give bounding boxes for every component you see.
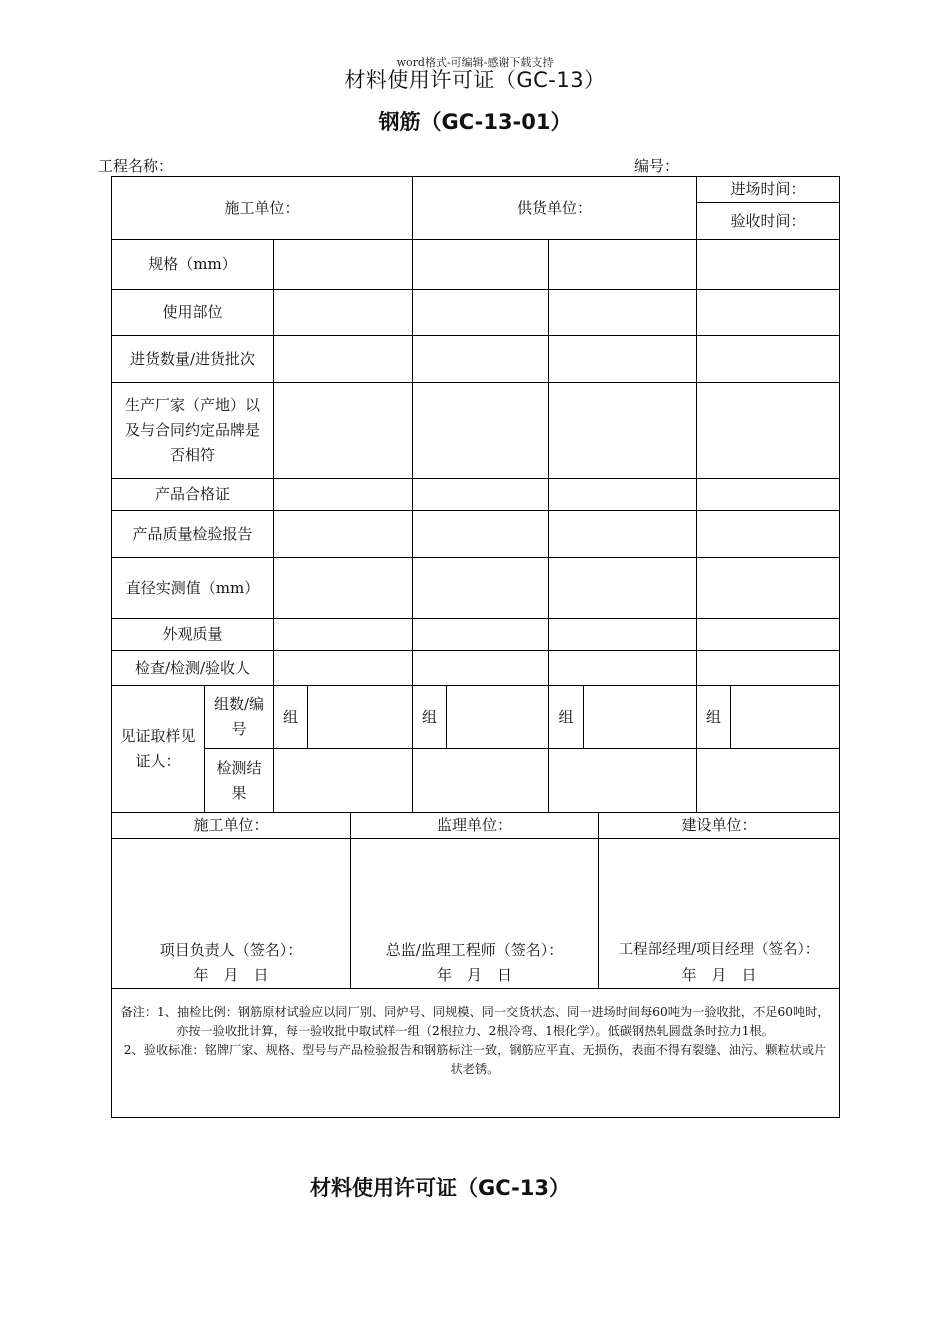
sign-construction-date: 年 月 日: [193, 966, 269, 984]
row-label-usage-location: 使用部位: [162, 303, 223, 321]
footer-title: 材料使用许可证（GC-13）: [309, 1176, 571, 1200]
remarks: [118, 1003, 832, 1079]
sign-owner-date: 年 月 日: [681, 966, 757, 984]
project-name-label: 工程名称：: [98, 157, 174, 175]
row-label-manufacturer: 生产厂家（产地）以及与合同约定品牌是否相符: [124, 396, 260, 464]
row-label-appearance: 外观质量: [162, 625, 223, 643]
sign-owner-line: 工程部经理/项目经理（签名）：: [618, 942, 820, 958]
sign-supervision-line: 总监/监理工程师（签名）：: [385, 941, 564, 959]
header-entry-time: 进场时间：: [730, 180, 806, 198]
witness-label: 见证取样见证人：: [120, 727, 196, 770]
sign-construction-line: 项目负责人（签名）：: [159, 941, 303, 959]
header-supplier-unit: 供货单位：: [516, 198, 592, 217]
page-title: 材料使用许可证（GC-13）: [344, 68, 606, 92]
row-label-certificate: 产品合格证: [154, 485, 230, 503]
group-unit-1: 组: [282, 707, 298, 726]
remark-line-2: 2、验收标准：铭牌厂家、规格、型号与产品检验报告和钢筋标注一致，钢筋应平直、无损伤，表面不得有裂缝、油污、颗粒状或片状老锈。: [123, 1043, 827, 1076]
sign-header-construction: 施工单位：: [193, 816, 269, 834]
row-label-spec: 规格（mm）: [148, 255, 237, 273]
row-label-quality-report: 产品质量检验报告: [132, 524, 253, 543]
group-unit-3: 组: [558, 707, 574, 726]
sign-header-owner: 建设单位：: [681, 816, 757, 834]
test-result-label: 检测结果: [216, 758, 262, 802]
remark-line-1: 备注：1、抽检比例：钢筋原材试验应以同厂别、同炉号、同规模、同一交货状态、同一进场时间每60吨为一验收批，不足60吨时，亦按一验收批计算，每一验收批中取试样一组（2根拉力、2根冷弯、1根化学）。低碳钢热轧圆盘条时拉力1根。: [120, 1005, 830, 1038]
row-label-inspector: 检查/检测/验收人: [134, 658, 251, 677]
number-label: 编号：: [634, 157, 680, 175]
header-acceptance-time: 验收时间：: [730, 211, 806, 230]
sign-supervision-date: 年 月 日: [436, 966, 512, 984]
row-label-quantity-batch: 进货数量/进货批次: [129, 349, 256, 368]
group-number-label: 组数/编号: [213, 695, 265, 738]
page-subtitle: 钢筋（GC-13-01）: [378, 110, 572, 134]
header-construction-unit: 施工单位：: [224, 198, 300, 217]
watermark-text: word格式-可编辑-感谢下载支持: [396, 56, 554, 69]
group-unit-4: 组: [705, 707, 721, 726]
group-unit-2: 组: [421, 707, 437, 726]
row-label-diameter: 直径实测值（mm）: [125, 578, 260, 597]
sign-header-supervision: 监理单位：: [436, 816, 512, 834]
